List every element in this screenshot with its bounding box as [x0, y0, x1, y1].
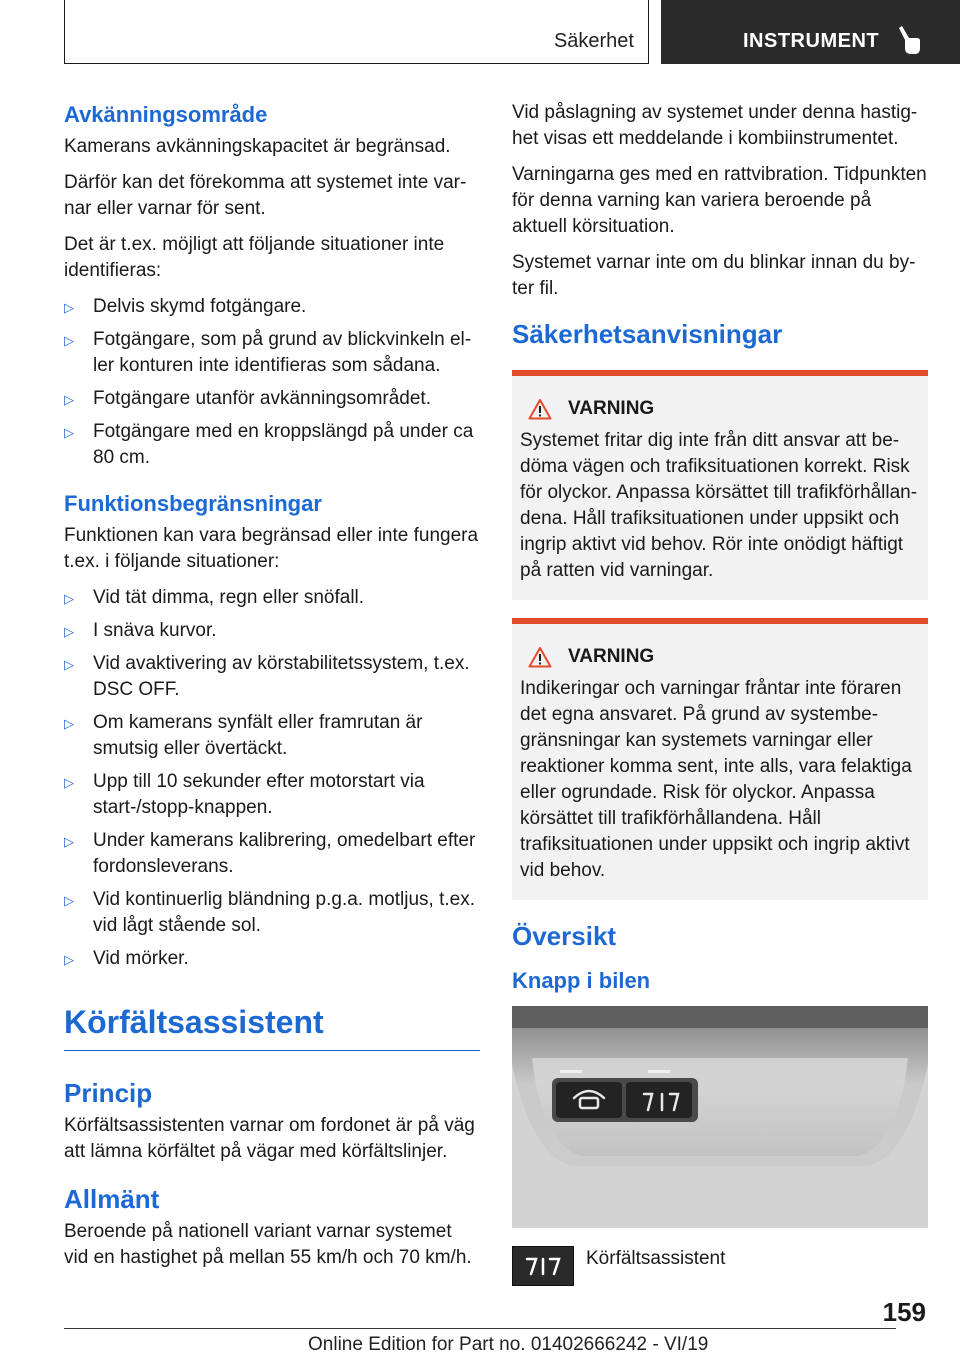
list-item [64, 585, 480, 611]
paragraph: Vid påslagning av systemet under denna hastighet visas ett meddelande i kombiinstrumentet. [512, 102, 918, 149]
lane-departure-button-icon [512, 1246, 574, 1286]
triangle-bullet-icon: ▷ [64, 392, 74, 407]
heading-avkanningsomrade: Avkänningsområde [64, 102, 268, 127]
list-item [64, 327, 480, 379]
heading-korfaltsassistent: Körfältsassistent [64, 1004, 324, 1040]
warning-triangle-icon [528, 398, 552, 420]
heading-oversikt: Översikt [512, 921, 617, 951]
header-section-title: Säkerhet [553, 30, 634, 52]
section-heading-rule [64, 1000, 480, 1051]
list-item [64, 710, 480, 762]
paragraph: Systemet varnar inte om du blinkar innan du byter fil. [512, 252, 916, 299]
list-item-text: Under kamerans kalibrering, omedelbart efter fordonsleverans. [93, 830, 476, 877]
warning-triangle-icon [528, 646, 552, 668]
heading-allmant: Allmänt [64, 1184, 160, 1214]
list-item-text: Fotgängare utanför avkänningsområdet. [93, 388, 431, 409]
triangle-bullet-icon: ▷ [64, 893, 74, 908]
footer-edition-text: Online Edition for Part no. 01402666242 - VI/19 [308, 1334, 709, 1355]
bullet-list-avkanning [64, 294, 480, 471]
left-column [64, 100, 480, 1281]
triangle-bullet-icon: ▷ [64, 834, 74, 849]
page-number: 159 [882, 1297, 926, 1327]
triangle-bullet-icon: ▷ [64, 775, 74, 790]
button-legend [512, 1246, 928, 1286]
paragraph: Det är t.ex. möjligt att följande situationer inte identifieras: [64, 234, 445, 281]
triangle-bullet-icon: ▷ [64, 591, 74, 606]
warning-box [512, 370, 928, 600]
heading-funktionsbegransningar: Funktionsbegränsningar [64, 491, 322, 516]
warning-box [512, 618, 928, 900]
warning-text: Indikeringar och varningar fråntar inte föraren det egna ansvaret. På grund av systembegränsningar kan systemets varningar eller reaktioner komma sent, inte alls, vara felaktiga eller ogrundade. Risk för olyckor. Anpassa körsättet till trafikförhållandena. Håll trafiksituationen under uppsikt och ingrip aktivt vid behov. [520, 678, 912, 881]
list-item [64, 828, 480, 880]
footer-divider [64, 1328, 896, 1329]
list-item [64, 419, 480, 471]
triangle-bullet-icon: ▷ [64, 952, 74, 967]
paragraph: Funktionen kan vara begränsad eller inte fungera t.ex. i följande situationer: [64, 525, 479, 572]
list-item-text: Fotgängare, som på grund av blickvinkeln eller konturen inte identifieras som sådana. [93, 329, 472, 376]
triangle-bullet-icon: ▷ [64, 716, 74, 731]
paragraph: Varningarna ges med en rattvibration. Tidpunkten för denna varning kan variera beroende på aktuell körsituation. [512, 164, 927, 237]
triangle-bullet-icon: ▷ [64, 425, 74, 440]
button-panel-photo [512, 1006, 928, 1228]
warning-text: Systemet fritar dig inte från ditt ansvar att bedöma vägen och trafiksituationen korrekt. Risk för olyckor. Anpassa körsättet till trafikförhållandena. Håll trafiksituationen under uppsikt och ingrip aktivt vid behov. Rör inte onödigt häftigt på ratten vid varningar. [520, 430, 918, 581]
list-item [64, 618, 480, 644]
list-item-text: Vid tät dimma, regn eller snöfall. [93, 587, 365, 608]
list-item-text: Om kamerans synfält eller framrutan är smutsig eller övertäckt. [93, 712, 423, 759]
right-column [512, 100, 928, 1286]
paragraph: Kamerans avkänningskapacitet är begränsad. [64, 136, 451, 157]
triangle-bullet-icon: ▷ [64, 300, 74, 315]
list-item-text: Vid avaktivering av körstabilitetssystem, t.ex. DSC OFF. [93, 653, 470, 700]
list-item [64, 651, 480, 703]
header-section-tab [64, 0, 649, 64]
pointing-hand-icon [895, 26, 921, 56]
warning-title: VARNING [568, 398, 655, 419]
list-item-text: Vid kontinuerlig bländning p.g.a. motljus, t.ex. vid lågt stående sol. [93, 889, 475, 936]
list-item [64, 294, 480, 320]
list-item-text: Fotgängare med en kroppslängd på under ca 80 cm. [93, 421, 474, 468]
list-item [64, 386, 480, 412]
header-chapter-tab [661, 0, 960, 64]
list-item-text: I snäva kurvor. [93, 620, 217, 641]
paragraph: Beroende på nationell variant varnar systemet vid en hastighet på mellan 55 km/h och 70 km/h. [64, 1221, 472, 1268]
heading-knapp-i-bilen: Knapp i bilen [512, 968, 651, 993]
list-item [64, 769, 480, 821]
header-chapter-title: INSTRUMENT [743, 30, 880, 52]
legend-label: Körfältsassistent [586, 1248, 726, 1269]
triangle-bullet-icon: ▷ [64, 624, 74, 639]
warning-header [528, 646, 920, 668]
triangle-bullet-icon: ▷ [64, 657, 74, 672]
list-item-text: Vid mörker. [93, 948, 189, 969]
list-item-text: Delvis skymd fotgängare. [93, 296, 307, 317]
warning-header [528, 398, 920, 420]
paragraph: Därför kan det förekomma att systemet inte varnar eller varnar för sent. [64, 172, 467, 219]
list-item [64, 887, 480, 939]
list-item-text: Upp till 10 sekunder efter motorstart via start-/stopp-knappen. [93, 771, 425, 818]
heading-sakerhetsanvisningar: Säkerhetsanvisningar [512, 319, 783, 349]
bullet-list-funktion [64, 585, 480, 972]
warning-title: VARNING [568, 646, 655, 667]
heading-princip: Princip [64, 1078, 153, 1108]
paragraph: Körfältsassistenten varnar om fordonet är på väg att lämna körfältet på vägar med körfältslinjer. [64, 1115, 475, 1162]
triangle-bullet-icon: ▷ [64, 333, 74, 348]
list-item [64, 946, 480, 972]
